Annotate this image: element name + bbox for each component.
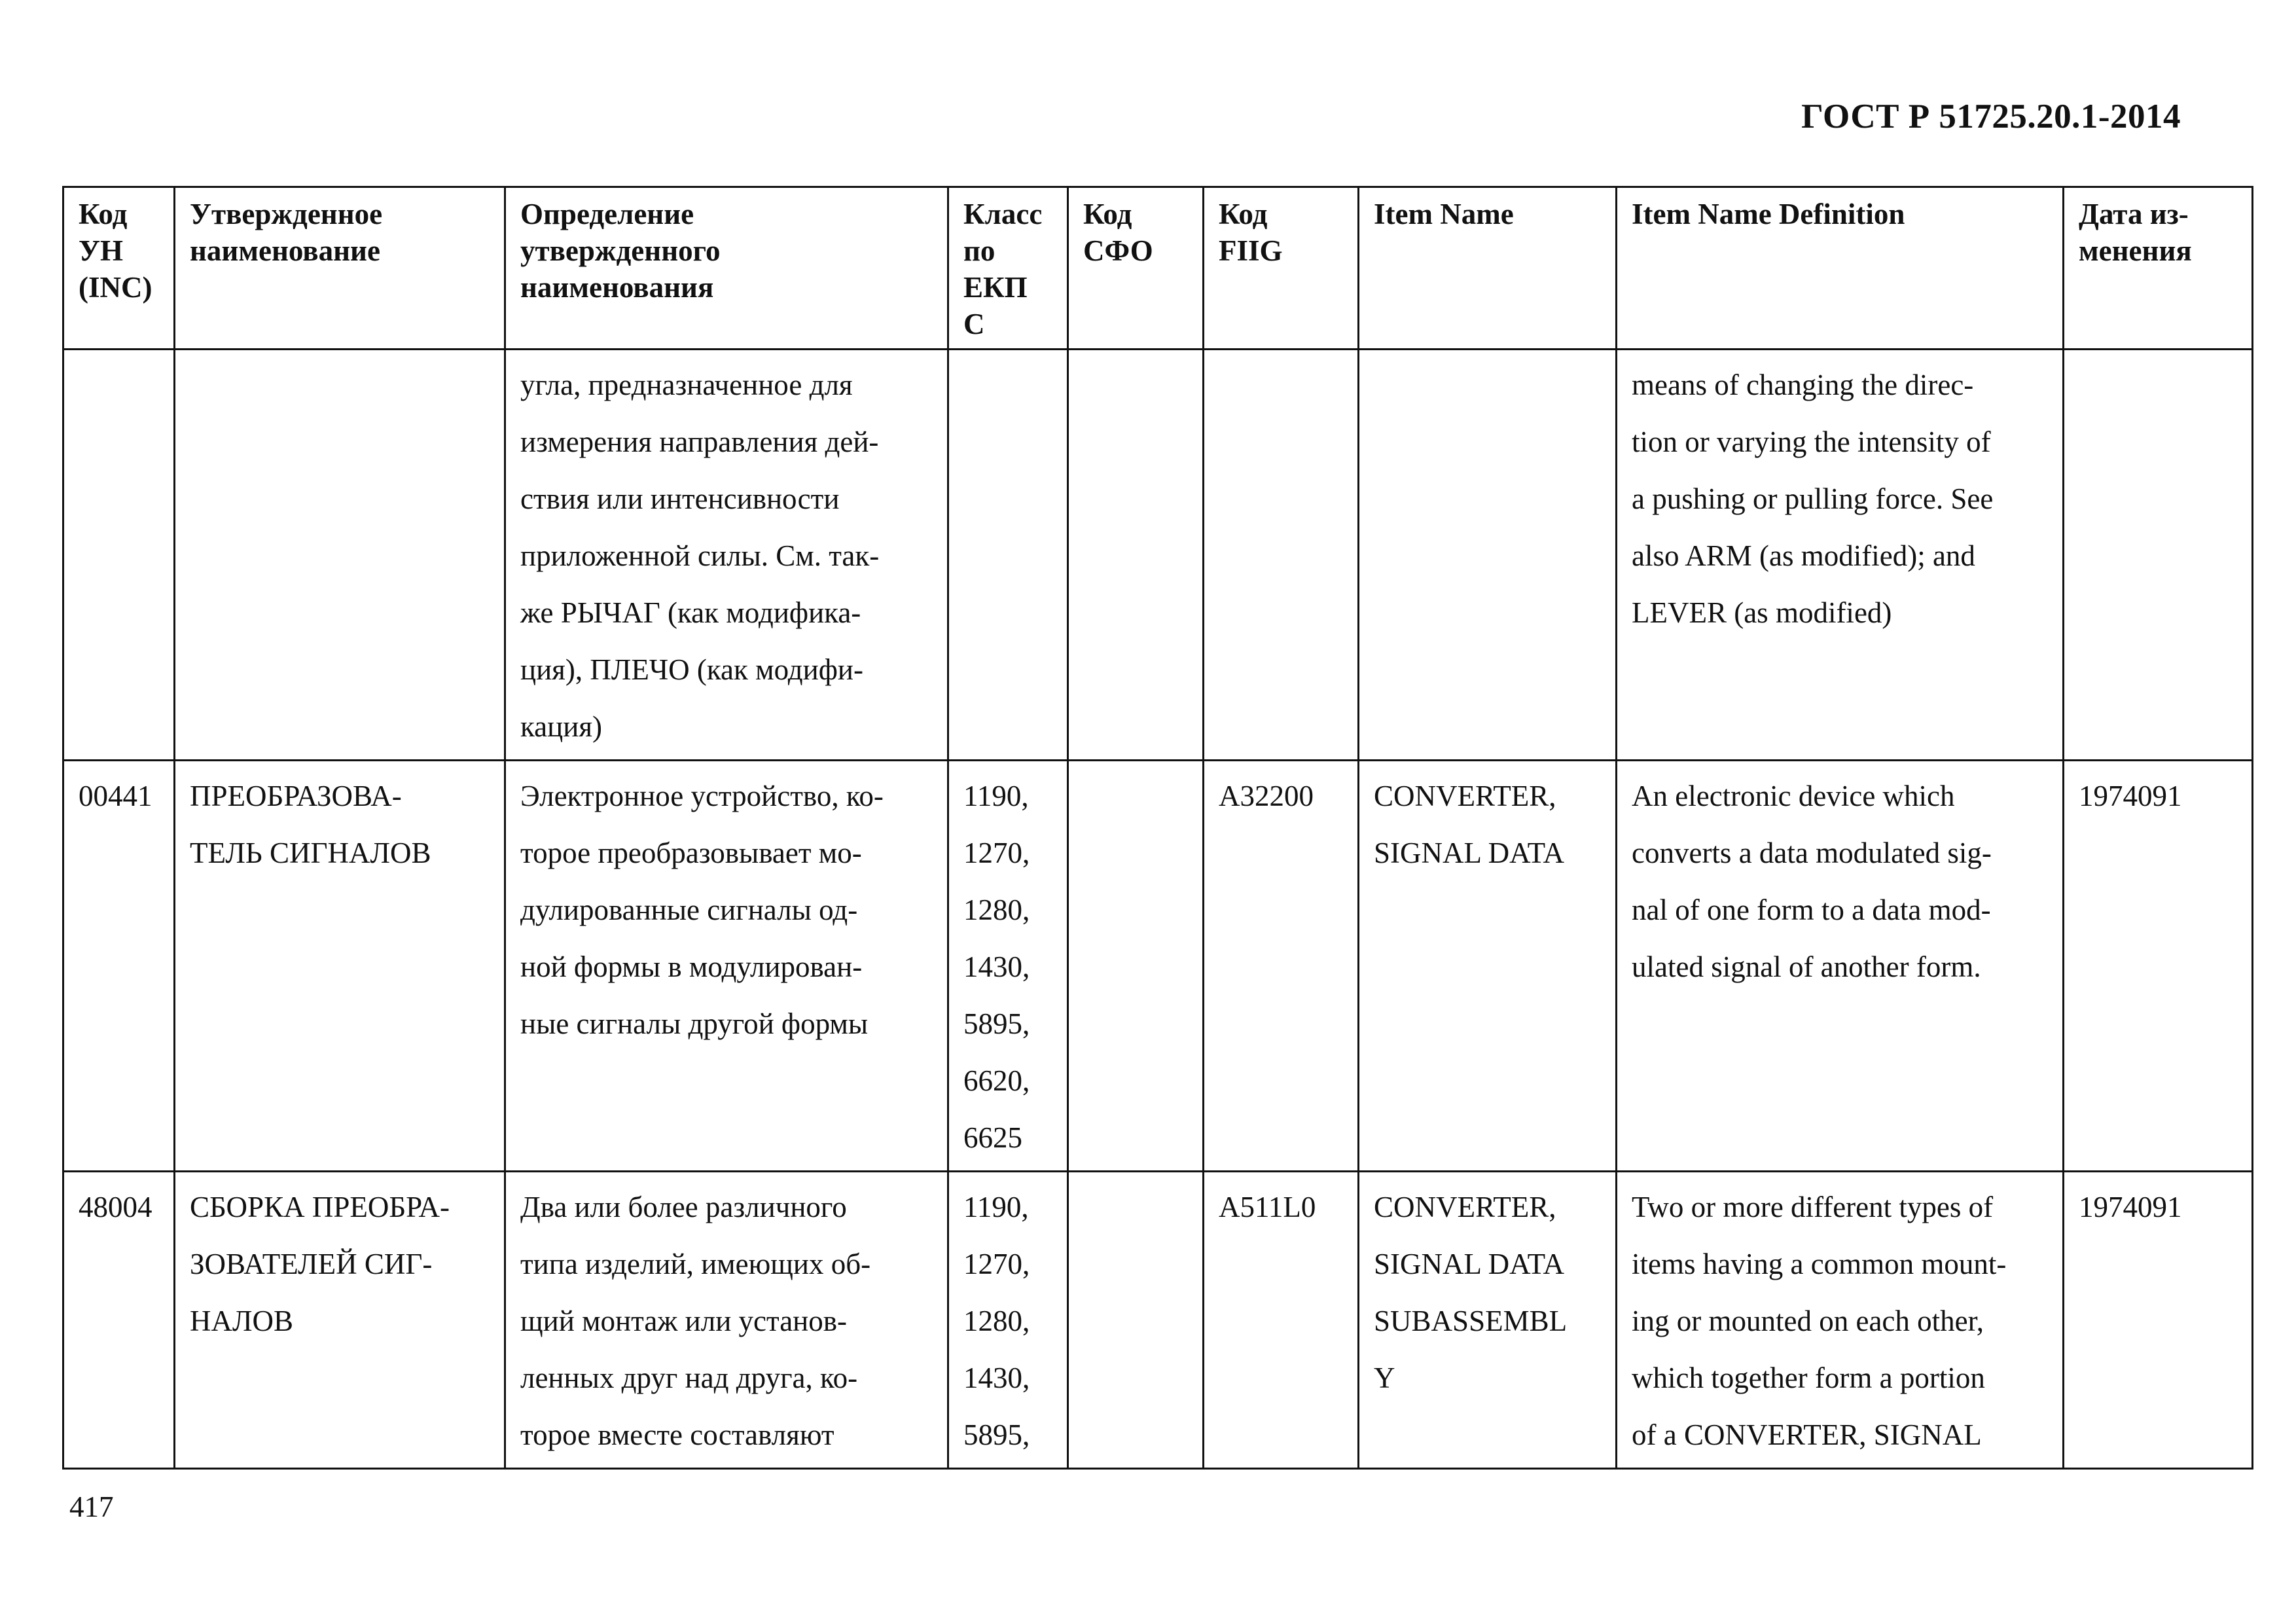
- item-def-cell-line: tion or varying the intensity of: [1632, 425, 1991, 458]
- item-def-cell-line: of a CONVERTER, SIGNAL: [1632, 1418, 1982, 1451]
- header-line: Класс: [963, 198, 1043, 230]
- col-item-def-header: [1617, 187, 2064, 350]
- sfo-cell: [1068, 761, 1204, 1172]
- item-name-cell-line: CONVERTER,: [1374, 1191, 1556, 1223]
- item-def-cell: [1617, 350, 2064, 761]
- item-def-cell-line: also ARM (as modified); and: [1632, 539, 1975, 572]
- definition-cell-line: ные сигналы другой формы: [520, 1007, 869, 1040]
- class-cell: [948, 1172, 1068, 1469]
- header-line: по: [963, 234, 996, 267]
- definition-cell-line: угла, предназначенное для: [520, 369, 853, 401]
- item-name-cell: [1359, 350, 1617, 761]
- table-body: [63, 350, 2253, 1469]
- header-line: Item Name: [1374, 198, 1514, 230]
- definition-cell-line: ной формы в модулирован-: [520, 950, 863, 983]
- header-row: [63, 187, 2253, 350]
- header-line: Код: [79, 198, 128, 230]
- item-name-cell: [1359, 1172, 1617, 1469]
- class-cell-line: 1270,: [963, 1248, 1030, 1280]
- nomenclature-table: [62, 186, 2253, 1470]
- header-line: утвержденного: [520, 234, 721, 267]
- item-name-cell-line: SUBASSEMBL: [1374, 1305, 1568, 1337]
- class-cell-line: 5895,: [963, 1007, 1030, 1040]
- header-line: Определение: [520, 198, 694, 230]
- definition-cell-line: же РЫЧАГ (как модифика-: [520, 596, 861, 629]
- header-line: СФО: [1083, 234, 1153, 267]
- item-name-cell-line: SIGNAL DATA: [1374, 837, 1564, 869]
- table-row: [63, 761, 2253, 1172]
- class-cell-line: 1190,: [963, 780, 1029, 812]
- definition-cell-line: ция), ПЛЕЧО (как модифи-: [520, 653, 863, 686]
- approved-name-cell-line: ТЕЛЬ СИГНАЛОВ: [190, 837, 431, 869]
- definition-cell-line: ленных друг над друга, ко-: [520, 1362, 858, 1394]
- item-def-cell: [1617, 761, 2064, 1172]
- class-cell: [948, 350, 1068, 761]
- item-name-cell: [1359, 761, 1617, 1172]
- definition-cell-line: щий монтаж или установ-: [520, 1305, 847, 1337]
- definition-cell-line: кация): [520, 710, 603, 743]
- class-cell: [948, 761, 1068, 1172]
- header-line: Дата из-: [2079, 198, 2189, 230]
- item-def-cell-line: ing or mounted on each other,: [1632, 1305, 1984, 1337]
- approved-name-cell: [175, 1172, 505, 1469]
- col-definition-header: [505, 187, 948, 350]
- item-def-cell: [1617, 1172, 2064, 1469]
- class-cell-line: 1270,: [963, 837, 1030, 869]
- fiig-cell: A32200: [1204, 761, 1359, 1172]
- header-line: наименования: [520, 271, 714, 304]
- col-approved-name-header: [175, 187, 505, 350]
- item-def-cell-line: which together form a portion: [1632, 1362, 1985, 1394]
- col-fiig-header: [1204, 187, 1359, 350]
- definition-cell-line: ствия или интенсивности: [520, 482, 840, 515]
- header-line: УН: [79, 234, 124, 267]
- col-sfo-header: [1068, 187, 1204, 350]
- header-line: (INC): [79, 271, 152, 304]
- table-row: [63, 1172, 2253, 1469]
- inc-cell: 48004: [63, 1172, 175, 1469]
- definition-cell-line: приложенной силы. См. так-: [520, 539, 880, 572]
- class-cell-line: 1190,: [963, 1191, 1029, 1223]
- definition-cell-line: Два или более различного: [520, 1191, 847, 1223]
- page-number: 417: [69, 1490, 114, 1523]
- header-line: Item Name Definition: [1632, 198, 1905, 230]
- class-cell-line: 5895,: [963, 1418, 1030, 1451]
- standard-title: ГОСТ Р 51725.20.1-2014: [1801, 98, 2181, 135]
- item-def-cell-line: a pushing or pulling force. See: [1632, 482, 1994, 515]
- header-line: ЕКП: [963, 271, 1028, 304]
- col-date-header: [2064, 187, 2253, 350]
- col-inc-header: [63, 187, 175, 350]
- definition-cell: [505, 1172, 948, 1469]
- fiig-cell: [1204, 350, 1359, 761]
- item-def-cell-line: ulated signal of another form.: [1632, 950, 1981, 983]
- definition-cell-line: торое вместе составляют: [520, 1418, 834, 1451]
- class-cell-line: 6625: [963, 1121, 1022, 1154]
- header-line: FIIG: [1219, 234, 1283, 267]
- inc-cell: 00441: [63, 761, 175, 1172]
- item-name-cell-line: CONVERTER,: [1374, 780, 1556, 812]
- item-def-cell-line: LEVER (as modified): [1632, 596, 1892, 629]
- class-cell-line: 1430,: [963, 1362, 1030, 1394]
- header-line: менения: [2079, 234, 2192, 267]
- item-name-cell-line: SIGNAL DATA: [1374, 1248, 1564, 1280]
- table-row: [63, 350, 2253, 761]
- class-cell-line: 6620,: [963, 1064, 1030, 1097]
- class-cell-line: 1280,: [963, 1305, 1030, 1337]
- item-def-cell-line: An electronic device which: [1632, 780, 1955, 812]
- definition-cell-line: торое преобразовывает мо-: [520, 837, 862, 869]
- definition-cell-line: измерения направления дей-: [520, 425, 879, 458]
- definition-cell-line: дулированные сигналы од-: [520, 893, 858, 926]
- fiig-cell: A511L0: [1204, 1172, 1359, 1469]
- approved-name-cell: [175, 350, 505, 761]
- inc-cell: [63, 350, 175, 761]
- item-def-cell-line: items having a common mount-: [1632, 1248, 2007, 1280]
- date-cell: [2064, 350, 2253, 761]
- definition-cell-line: типа изделий, имеющих об-: [520, 1248, 871, 1280]
- item-def-cell-line: means of changing the direc-: [1632, 369, 1974, 401]
- date-cell: 1974091: [2064, 1172, 2253, 1469]
- definition-cell: [505, 350, 948, 761]
- col-item-name-header: [1359, 187, 1617, 350]
- sfo-cell: [1068, 350, 1204, 761]
- approved-name-cell: [175, 761, 505, 1172]
- header-line: наименование: [190, 234, 380, 267]
- header-line: Код: [1083, 198, 1132, 230]
- class-cell-line: 1280,: [963, 893, 1030, 926]
- item-def-cell-line: Two or more different types of: [1632, 1191, 1994, 1223]
- approved-name-cell-line: ЗОВАТЕЛЕЙ СИГ-: [190, 1248, 433, 1280]
- approved-name-cell-line: ПРЕОБРАЗОВА-: [190, 780, 402, 812]
- date-cell: 1974091: [2064, 761, 2253, 1172]
- definition-cell: [505, 761, 948, 1172]
- col-class-header: [948, 187, 1068, 350]
- header-line: С: [963, 308, 985, 340]
- item-def-cell-line: nal of one form to a data mod-: [1632, 893, 1991, 926]
- item-def-cell-line: converts a data modulated sig-: [1632, 837, 1992, 869]
- class-cell-line: 1430,: [963, 950, 1030, 983]
- definition-cell-line: Электронное устройство, ко-: [520, 780, 884, 812]
- item-name-cell-line: Y: [1374, 1362, 1395, 1394]
- sfo-cell: [1068, 1172, 1204, 1469]
- header-line: Код: [1219, 198, 1268, 230]
- header-line: Утвержденное: [190, 198, 383, 230]
- approved-name-cell-line: НАЛОВ: [190, 1305, 294, 1337]
- approved-name-cell-line: СБОРКА ПРЕОБРА-: [190, 1191, 450, 1223]
